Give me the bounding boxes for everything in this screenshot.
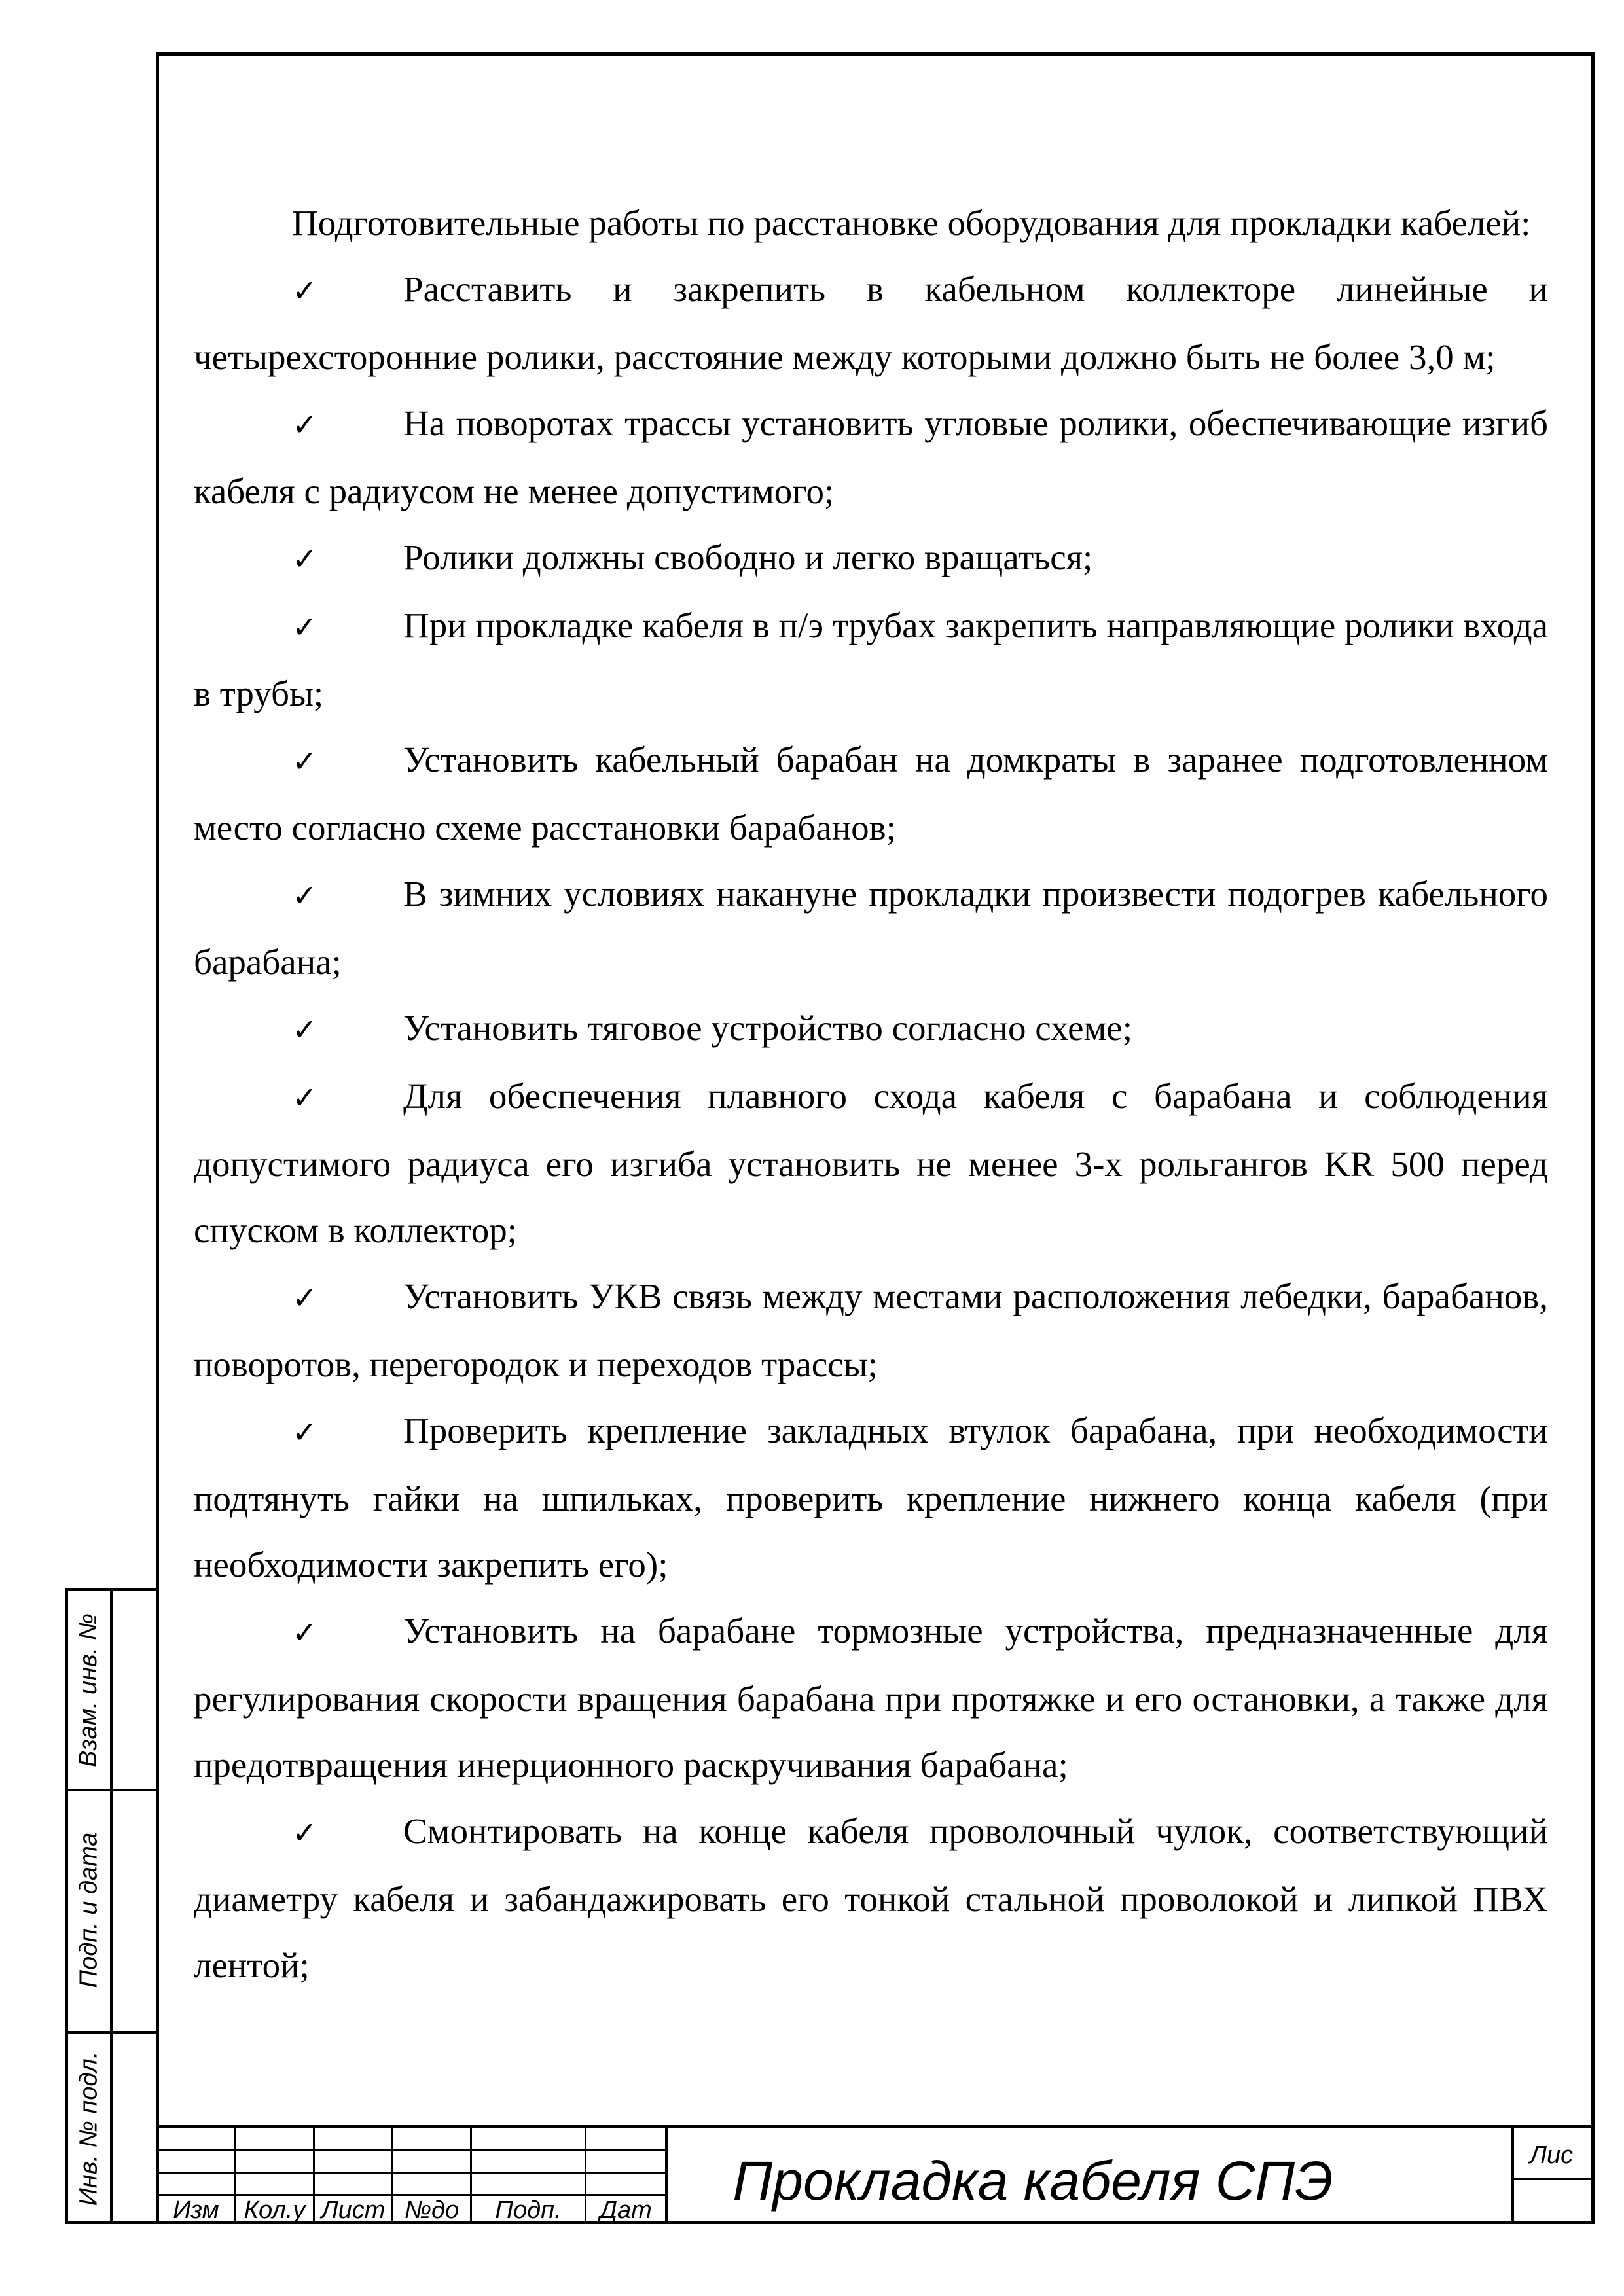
checklist-item xyxy=(194,861,1548,995)
checklist-item-text: Установить кабельный барабан на домкраты в заранее подготовленном место согласно схеме расстановки барабанов; xyxy=(194,740,1548,848)
checklist-item-text: Проверить крепление закладных втулок барабана, при необходимости подтянуть гайки на шпильках, проверить крепление нижнего конца кабеля (при необходимости закрепить его); xyxy=(194,1410,1548,1585)
checkmark-icon: ✓ xyxy=(292,1815,317,1850)
grid-line xyxy=(1511,2178,1595,2180)
checkmark-icon: ✓ xyxy=(292,1012,317,1047)
sheet-label: Лис xyxy=(1529,2141,1574,2169)
checkmark-icon: ✓ xyxy=(292,1414,317,1450)
checklist-item xyxy=(194,1397,1548,1598)
grid-line xyxy=(156,2149,665,2151)
checkmark-icon: ✓ xyxy=(292,878,317,913)
header-sheet: Лист xyxy=(321,2196,386,2224)
title-block xyxy=(156,2125,1595,2224)
checklist-item xyxy=(194,524,1548,592)
checkmark-icon: ✓ xyxy=(292,1280,317,1316)
side-stamp-divider xyxy=(110,1591,113,2221)
checkmark-icon: ✓ xyxy=(292,1615,317,1650)
checklist-item-text: Ролики должны свободно и легко вращаться; xyxy=(403,537,1093,577)
checkmark-icon: ✓ xyxy=(292,609,317,645)
checklist-item xyxy=(194,1063,1548,1263)
checklist-item xyxy=(194,1263,1548,1397)
checklist-item xyxy=(194,390,1548,524)
checklist-item xyxy=(194,592,1548,726)
checklist-item-text: Установить УКВ связь между местами расположения лебедки, барабанов, поворотов, перегородок и переходов трассы; xyxy=(194,1276,1548,1384)
checklist-item xyxy=(194,1798,1548,1998)
checklist-item xyxy=(194,995,1548,1063)
header-document-number: №до xyxy=(404,2196,460,2224)
checklist-item-text: Для обеспечения плавного схода кабеля с барабана и соблюдения допустимого радиуса его изгиба установить не менее 3-х рольгангов KR 500 перед спуском в коллектор; xyxy=(194,1076,1548,1250)
checklist-item-text: Установить тяговое устройство согласно схеме; xyxy=(403,1008,1132,1048)
header-quantity: Кол.у xyxy=(244,2196,306,2224)
header-change: Изм xyxy=(173,2196,219,2224)
checkmark-icon: ✓ xyxy=(292,273,317,308)
checklist-item-text: Расставить и закрепить в кабельном коллекторе линейные и четырехсторонние ролики, расстояние между которыми должно быть не более 3,0 м; xyxy=(194,269,1548,377)
document-title: Прокладка кабеля СПЭ xyxy=(732,2149,1333,2212)
checklist-item-text: При прокладке кабеля в п/э трубах закрепить направляющие ролики входа в трубы; xyxy=(194,605,1548,713)
checklist-item xyxy=(194,726,1548,861)
checkmark-icon: ✓ xyxy=(292,744,317,779)
replacement-inventory-label: Взам. инв. № xyxy=(75,1613,103,1767)
intro-paragraph: Подготовительные работы по расстановке оборудования для прокладки кабелей: xyxy=(292,203,1531,243)
checklist-item-text: В зимних условиях накануне прокладки произвести подогрев кабельного барабана; xyxy=(194,874,1548,982)
header-signature: Подп. xyxy=(495,2196,562,2224)
checklist-item xyxy=(194,1598,1548,1798)
side-stamp xyxy=(65,1588,159,2224)
document-body xyxy=(194,190,1548,1998)
checkmark-icon: ✓ xyxy=(292,541,317,577)
checklist-item-text: На поворотах трассы установить угловые ролики, обеспечивающие изгиб кабеля с радиусом не менее допустимого; xyxy=(194,403,1548,511)
checklist-item-text: Установить на барабане тормозные устройства, предназначенные для регулирования скорости вращения барабана при протяжке и его остановки, а также для предотвращения инерционного раскручивания барабана; xyxy=(194,1611,1548,1785)
checkmark-icon: ✓ xyxy=(292,1080,317,1115)
grid-line xyxy=(156,2172,665,2174)
checklist-item xyxy=(194,256,1548,390)
original-inventory-label: Инв. № подл. xyxy=(75,2051,103,2206)
signature-date-label: Подп. и дата xyxy=(75,1832,103,1988)
header-date: Дат xyxy=(600,2196,652,2224)
checklist xyxy=(194,256,1548,1998)
checklist-item-text: Смонтировать на конце кабеля проволочный чулок, соответствующий диаметру кабеля и забандажировать его тонкой стальной проволокой и липкой ПВХ лентой; xyxy=(194,1811,1548,1985)
checkmark-icon: ✓ xyxy=(292,407,317,442)
